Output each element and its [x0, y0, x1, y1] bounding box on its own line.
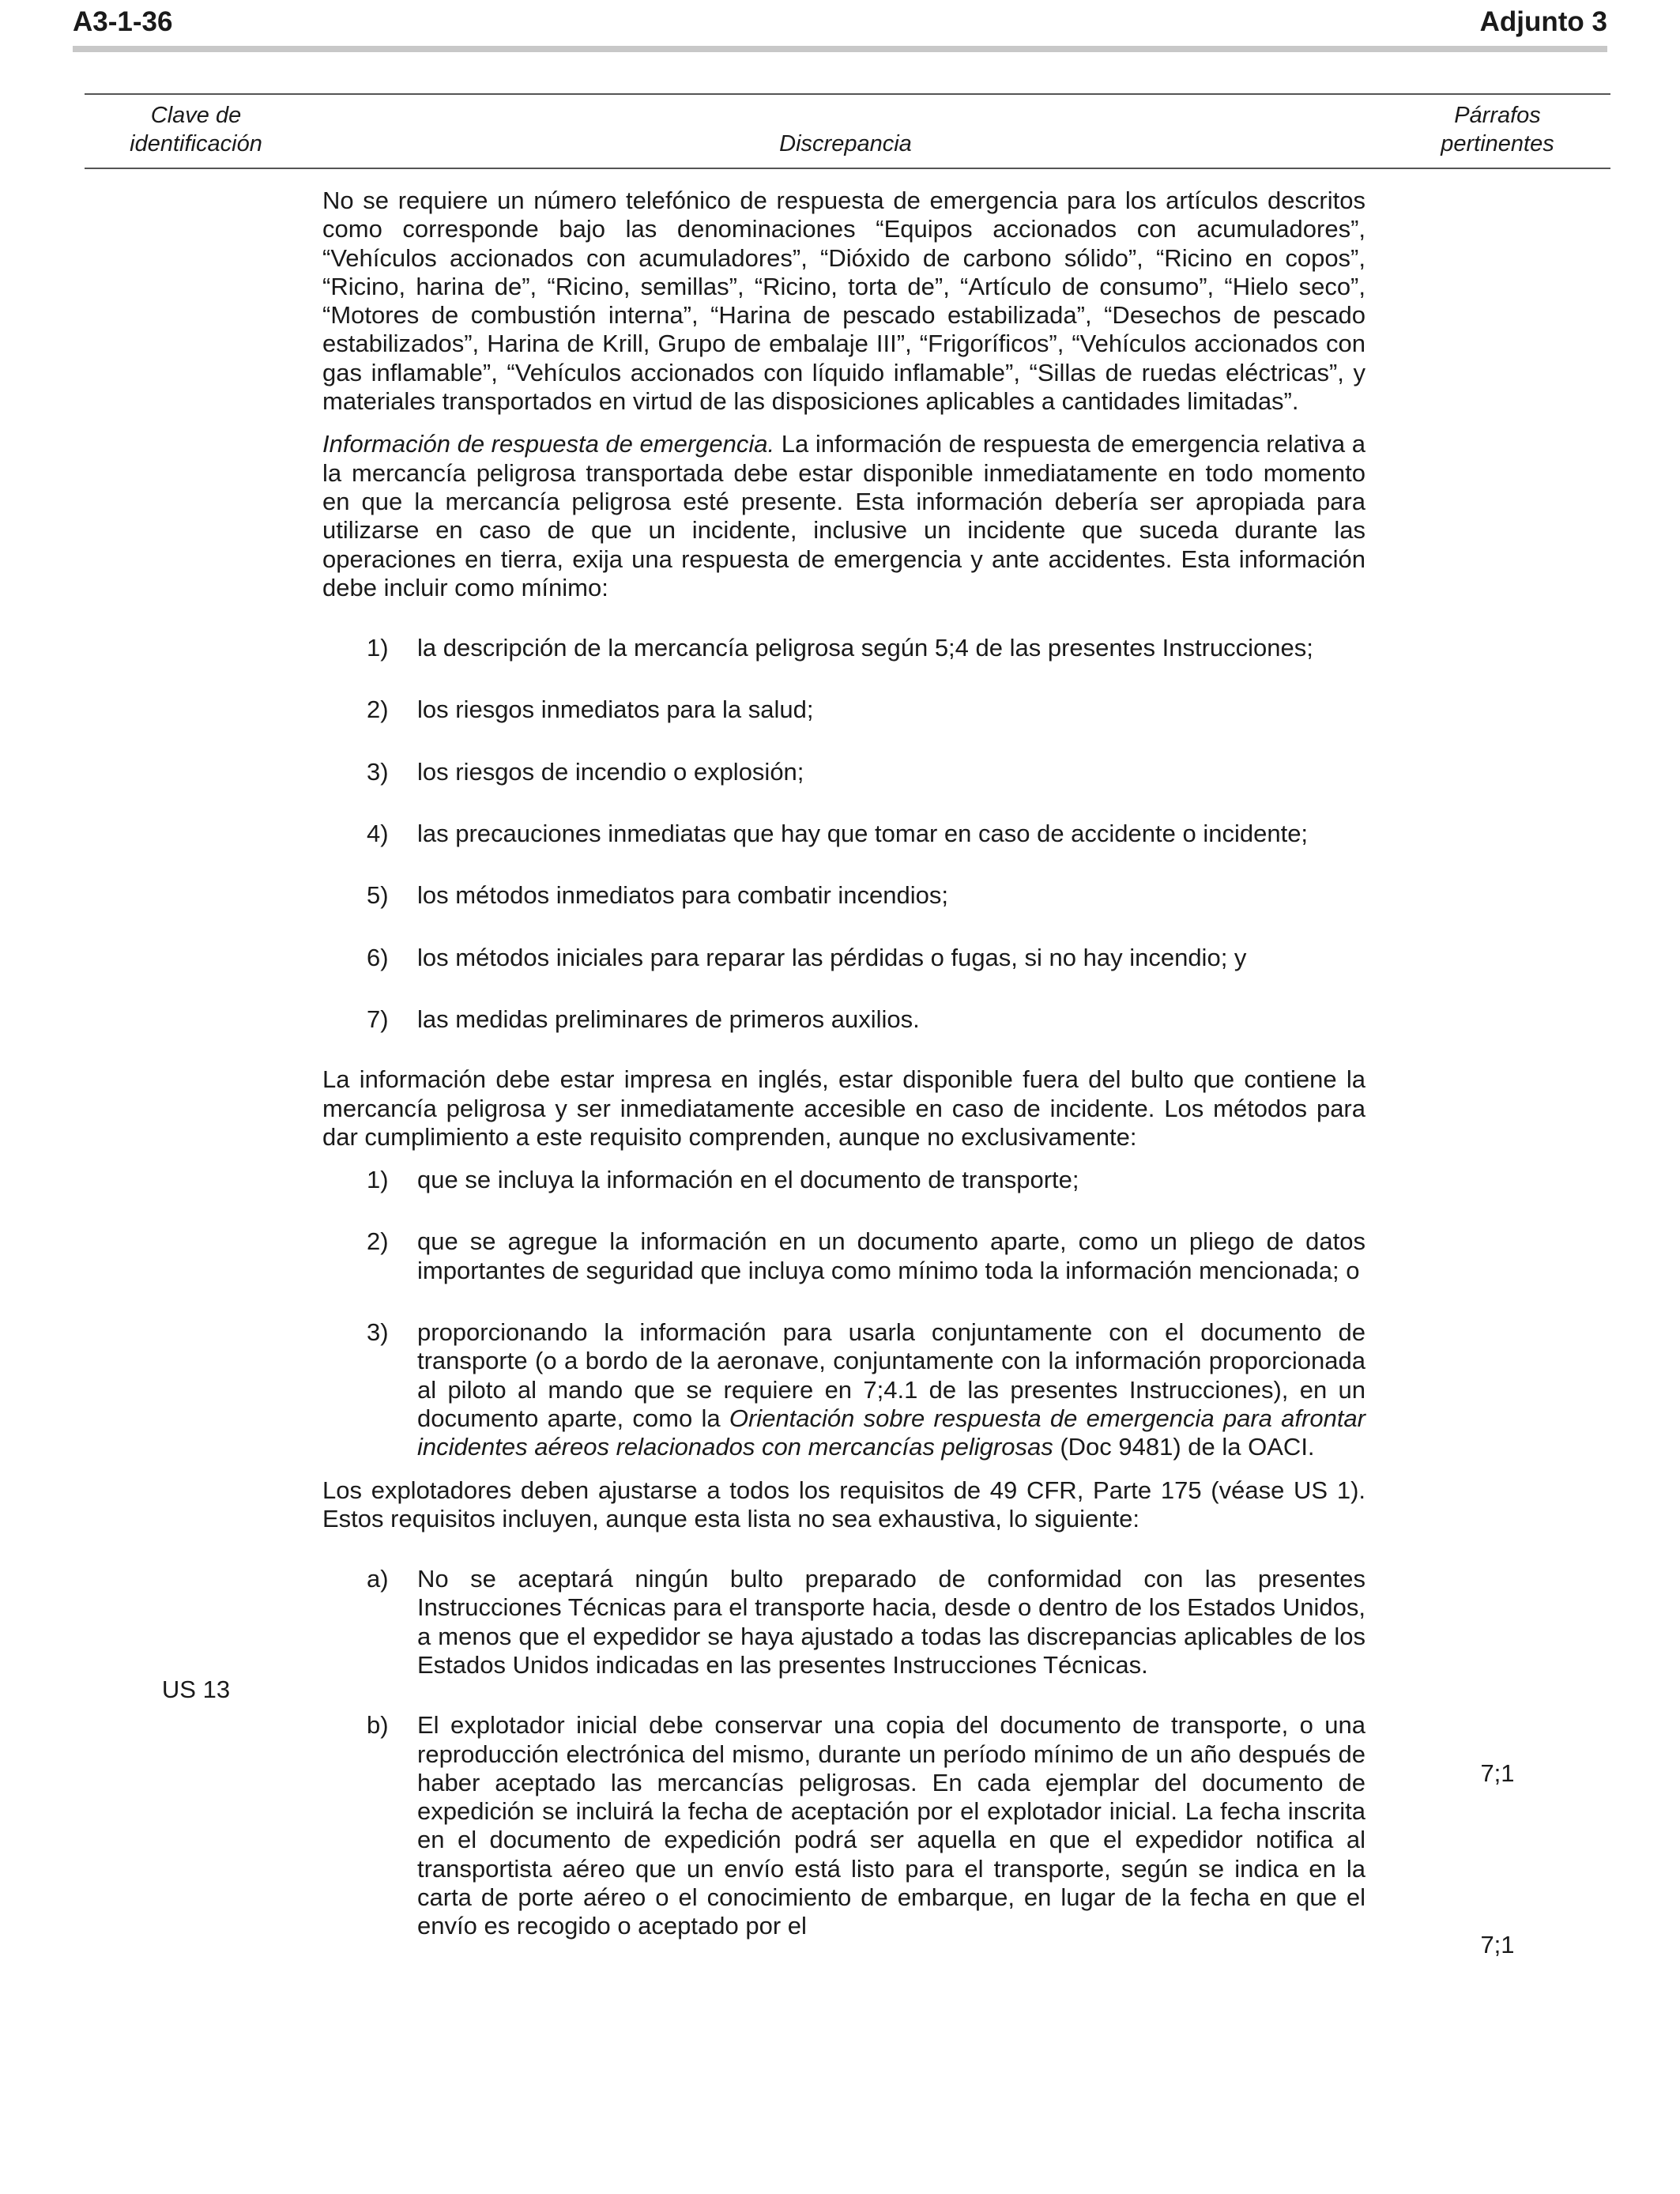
- list-item-number: 3): [367, 1318, 389, 1347]
- column-header-paragraphs-line2: pertinentes: [1441, 131, 1554, 156]
- list-item-number: 1): [367, 634, 389, 662]
- list-item: [367, 1166, 1365, 1194]
- list-item: [367, 1005, 1365, 1034]
- list-item: [367, 1227, 1365, 1285]
- list-item-text: que se agregue la información en un documento aparte, como un pliego de datos importantes de seguridad que incluya como mínimo toda la información mencionada; o: [417, 1227, 1365, 1284]
- list-item-text: los métodos inmediatos para combatir incendios;: [417, 881, 949, 910]
- table-header-rule: [85, 168, 1610, 169]
- para-emergency-info-body: La información de respuesta de emergencia relativa a la mercancía peligrosa transportada debe estar disponible inmediatamente en todo momento en que la mercancía peligrosa esté presente. Esta información debería ser apropiada para utilizarse en caso de que un incidente, inclusive un incidente que suceda durante las operaciones en tierra, exija una respuesta de emergencia y ante accidentes. Esta información debe incluir como mínimo:: [322, 430, 1366, 601]
- list-item: [367, 820, 1365, 848]
- list-item-text: El explotador inicial debe conservar una copia del documento de transporte, o una reproducción electrónica del mismo, durante un período mínimo de un año después de haber aceptado las mercancías peligrosas. En cada ejemplar del documento de expedición se incluirá la fecha de aceptación por el explotador inicial. La fecha inscrita en el documento de expedición podrá ser aquella en que el expedidor notifica al transportista aéreo que un envío está listo para el transporte, según se indica en la carta de porte aéreo o el conocimiento de embarque, en lugar de la fecha en que el envío es recogido o aceptado por el: [417, 1711, 1365, 1940]
- para-emergency-info: [322, 430, 1365, 602]
- list-item-letter: a): [367, 1565, 389, 1593]
- attachment-label: Adjunto 3: [1479, 6, 1607, 37]
- list-item-text: las precauciones inmediatas que hay que tomar en caso de accidente o incidente;: [417, 820, 1309, 848]
- list-item: [367, 696, 1365, 724]
- list-item-text: No se aceptará ningún bulto preparado de conformidad con las presentes Instrucciones Técnicas para el transporte hacia, desde o dentro de los Estados Unidos, a menos que el expedidor se haya ajustado a todas las discrepancias aplicables de los Estados Unidos indicadas en las presentes Instrucciones Técnicas.: [417, 1565, 1365, 1679]
- list-item: [367, 944, 1365, 972]
- list-item-number: 2): [367, 1227, 389, 1256]
- list-item-number: 6): [367, 943, 389, 971]
- column-header-key: [85, 101, 307, 158]
- list-item-number: 4): [367, 820, 389, 848]
- para-english-requirement: La información debe estar impresa en inglés, estar disponible fuera del bulto que contiene la mercancía peligrosa y ser inmediatamente accesible en caso de incidente. Los métodos para dar cumplimiento a este requisito comprenden, aunque no exclusivamente:: [322, 1065, 1365, 1151]
- column-header-key-line1: Clave de: [150, 103, 242, 128]
- table-top-rule: [85, 93, 1610, 95]
- row-key-us13: US 13: [161, 1676, 231, 1703]
- header-rule: [73, 46, 1607, 52]
- para-emergency-info-title: Información de respuesta de emergencia.: [322, 430, 775, 458]
- page-number: A3-1-36: [73, 6, 173, 37]
- list-item-text: las medidas preliminares de primeros auxilios.: [417, 1005, 920, 1033]
- method3-doc-title: Orientación sobre respuesta de emergencia para afrontar incidentes aéreos relacionados con mercancías peligrosas: [417, 1404, 1365, 1461]
- column-header-paragraphs: [1391, 101, 1604, 158]
- list-item-text: la descripción de la mercancía peligrosa según 5;4 de las presentes Instrucciones;: [417, 634, 1313, 662]
- list-item-text: los riesgos inmediatos para la salud;: [417, 696, 814, 724]
- para-us13-intro: Los explotadores deben ajustarse a todos los requisitos de 49 CFR, Parte 175 (véase US 1). Estos requisitos incluyen, aunque esta lista no sea exhaustiva, lo siguiente:: [322, 1476, 1365, 1532]
- list-item-text: los métodos iniciales para reparar las pérdidas o fugas, si no hay incendio; y: [417, 943, 1247, 971]
- list-item-number: 5): [367, 881, 389, 910]
- column-header-key-line2: identificación: [130, 131, 262, 156]
- list-item: [367, 1318, 1365, 1461]
- list-item-text: [417, 1318, 1365, 1461]
- row-ref-a: 7;1: [1480, 1759, 1515, 1787]
- list-item: [367, 1711, 1365, 1940]
- list-item-number: 3): [367, 757, 389, 786]
- list-item: [367, 881, 1365, 910]
- method3-text-b: (Doc 9481) de la OACI.: [1053, 1433, 1315, 1461]
- discrepancy-body: [322, 187, 1365, 1941]
- list-item-text: los riesgos de incendio o explosión;: [417, 757, 804, 786]
- column-header-discrepancy: Discrepancia: [779, 131, 912, 156]
- page-header: [73, 6, 1607, 46]
- list-item: [367, 1565, 1365, 1679]
- list-item-number: 7): [367, 1005, 389, 1033]
- para-phone-exemption: No se requiere un número telefónico de respuesta de emergencia para los artículos descritos como corresponde bajo las denominaciones “Equipos accionados con acumuladores”, “Vehículos accionados con acumuladores”, “Dióxido de carbono sólido”, “Ricino en copos”, “Ricino, harina de”, “Ricino, semillas”, “Ricino, torta de”, “Artículo de consumo”, “Hielo seco”, “Motores de combustión interna”, “Harina de pescado estabilizada”, “Desechos de pescado estabilizados”, Harina de Krill, Grupo de embalaje III”, “Frigoríficos”, “Vehículos accionados con gas inflamable”, “Vehículos accionados con líquido inflamable”, “Sillas de ruedas eléctricas”, y materiales transportados en virtud de las disposiciones aplicables a cantidades limitadas”.: [322, 187, 1365, 416]
- list-item-letter: b): [367, 1711, 389, 1740]
- column-header-paragraphs-line1: Párrafos: [1454, 103, 1541, 128]
- row-ref-b: 7;1: [1480, 1931, 1515, 1958]
- list-item: [367, 634, 1365, 662]
- method3-text-a: proporcionando la información para usarla conjuntamente con el documento de transporte (o a bordo de la aeronave, conjuntamente con la información proporcionada al piloto al mando que se requiere en 7;4.1 de las presentes Instrucciones), en un documento aparte, como la: [417, 1318, 1365, 1432]
- list-item-text: que se incluya la información en el documento de transporte;: [417, 1166, 1079, 1194]
- list-item-number: 2): [367, 696, 389, 724]
- list-item: [367, 758, 1365, 786]
- list-item-number: 1): [367, 1166, 389, 1194]
